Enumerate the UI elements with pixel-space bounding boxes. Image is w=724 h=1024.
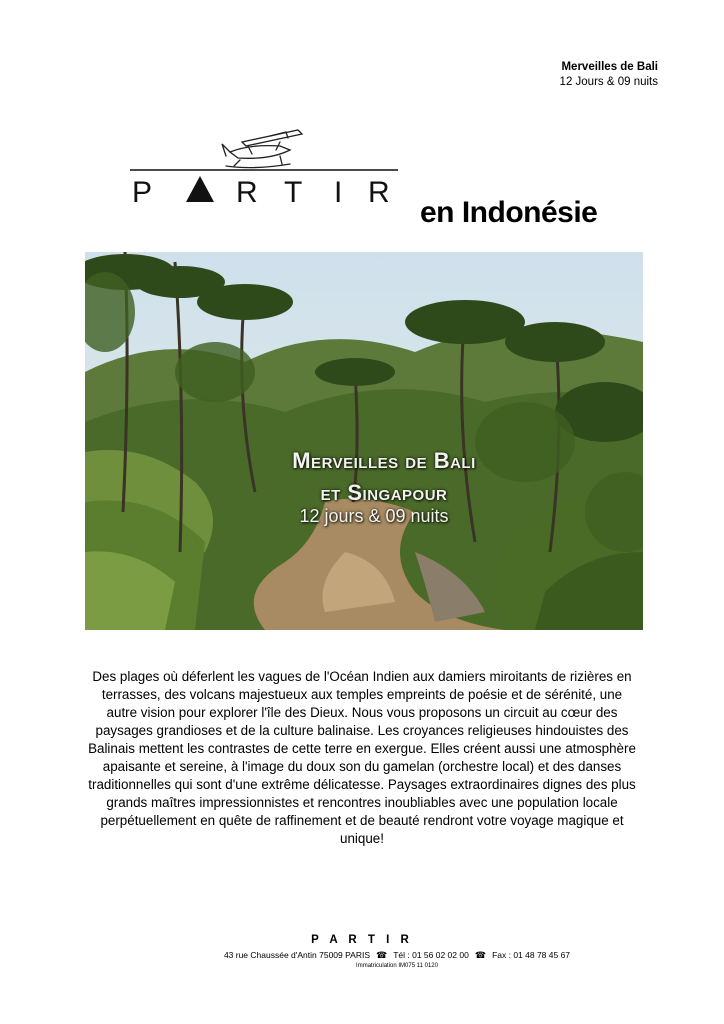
page-footer: [0, 934, 724, 969]
footer-fax: Fax : 01 48 78 45 67: [492, 950, 571, 960]
hero-title-line2: et Singapour: [320, 480, 448, 505]
fax-icon: ☎: [474, 950, 487, 960]
header-subtitle: 12 Jours & 09 nuits: [559, 76, 658, 88]
seaplane-icon: [130, 120, 400, 210]
svg-text:I: I: [334, 176, 343, 209]
partir-logo: [130, 120, 400, 210]
svg-text:P: P: [132, 176, 153, 209]
svg-text:R: R: [368, 176, 390, 209]
hero-title-line1: Merveilles de Bali: [292, 448, 476, 473]
footer-contact-line: [70, 950, 724, 961]
footer-tel: Tél : 01 56 02 02 00: [393, 950, 469, 960]
document-header: [560, 60, 658, 90]
hero-image: [85, 252, 643, 630]
hero-title-duration: 12 jours & 09 nuits: [299, 506, 449, 526]
footer-brand: P A R T I R: [311, 934, 413, 946]
svg-text:T: T: [284, 176, 303, 209]
svg-text:R: R: [236, 176, 258, 209]
destination-title: en Indonésie: [420, 196, 598, 229]
footer-registration: Immatriculation IM075 11 0120: [356, 963, 438, 969]
intro-paragraph: Des plages où déferlent les vagues de l'Océan Indien aux damiers miroitants de rizières en terrasses, des volcans majestueux aux temples empreints de poésie et de sérénité, une autre vision pour explorer l'île des Dieux. Nous vous proposons un circuit au cœur des paysages grandioses et de la culture balinaise. Les croyances religieuses hindouistes des Balinais mettent les contrastes de cette terre en exergue. Elles créent aussi une atmosphère apaisante et sereine, à l'image du doux son du gamelan (orchestre local) et des danses traditionnelles qui sont d'une extrême délicatesse. Paysages extraordinaires dignes des plus grands maîtres impressionnistes et rencontres inoubliables avec une population locale perpétuellement en quête de raffinement et de beauté rendront votre voyage magique et unique!: [88, 669, 636, 846]
hero-title: [85, 448, 643, 527]
footer-address: 43 rue Chaussée d'Antin 75009 PARIS: [223, 950, 370, 960]
header-title: Merveilles de Bali: [561, 61, 658, 73]
phone-icon: ☎: [376, 950, 388, 960]
rice-terrace-photo: [85, 252, 643, 630]
